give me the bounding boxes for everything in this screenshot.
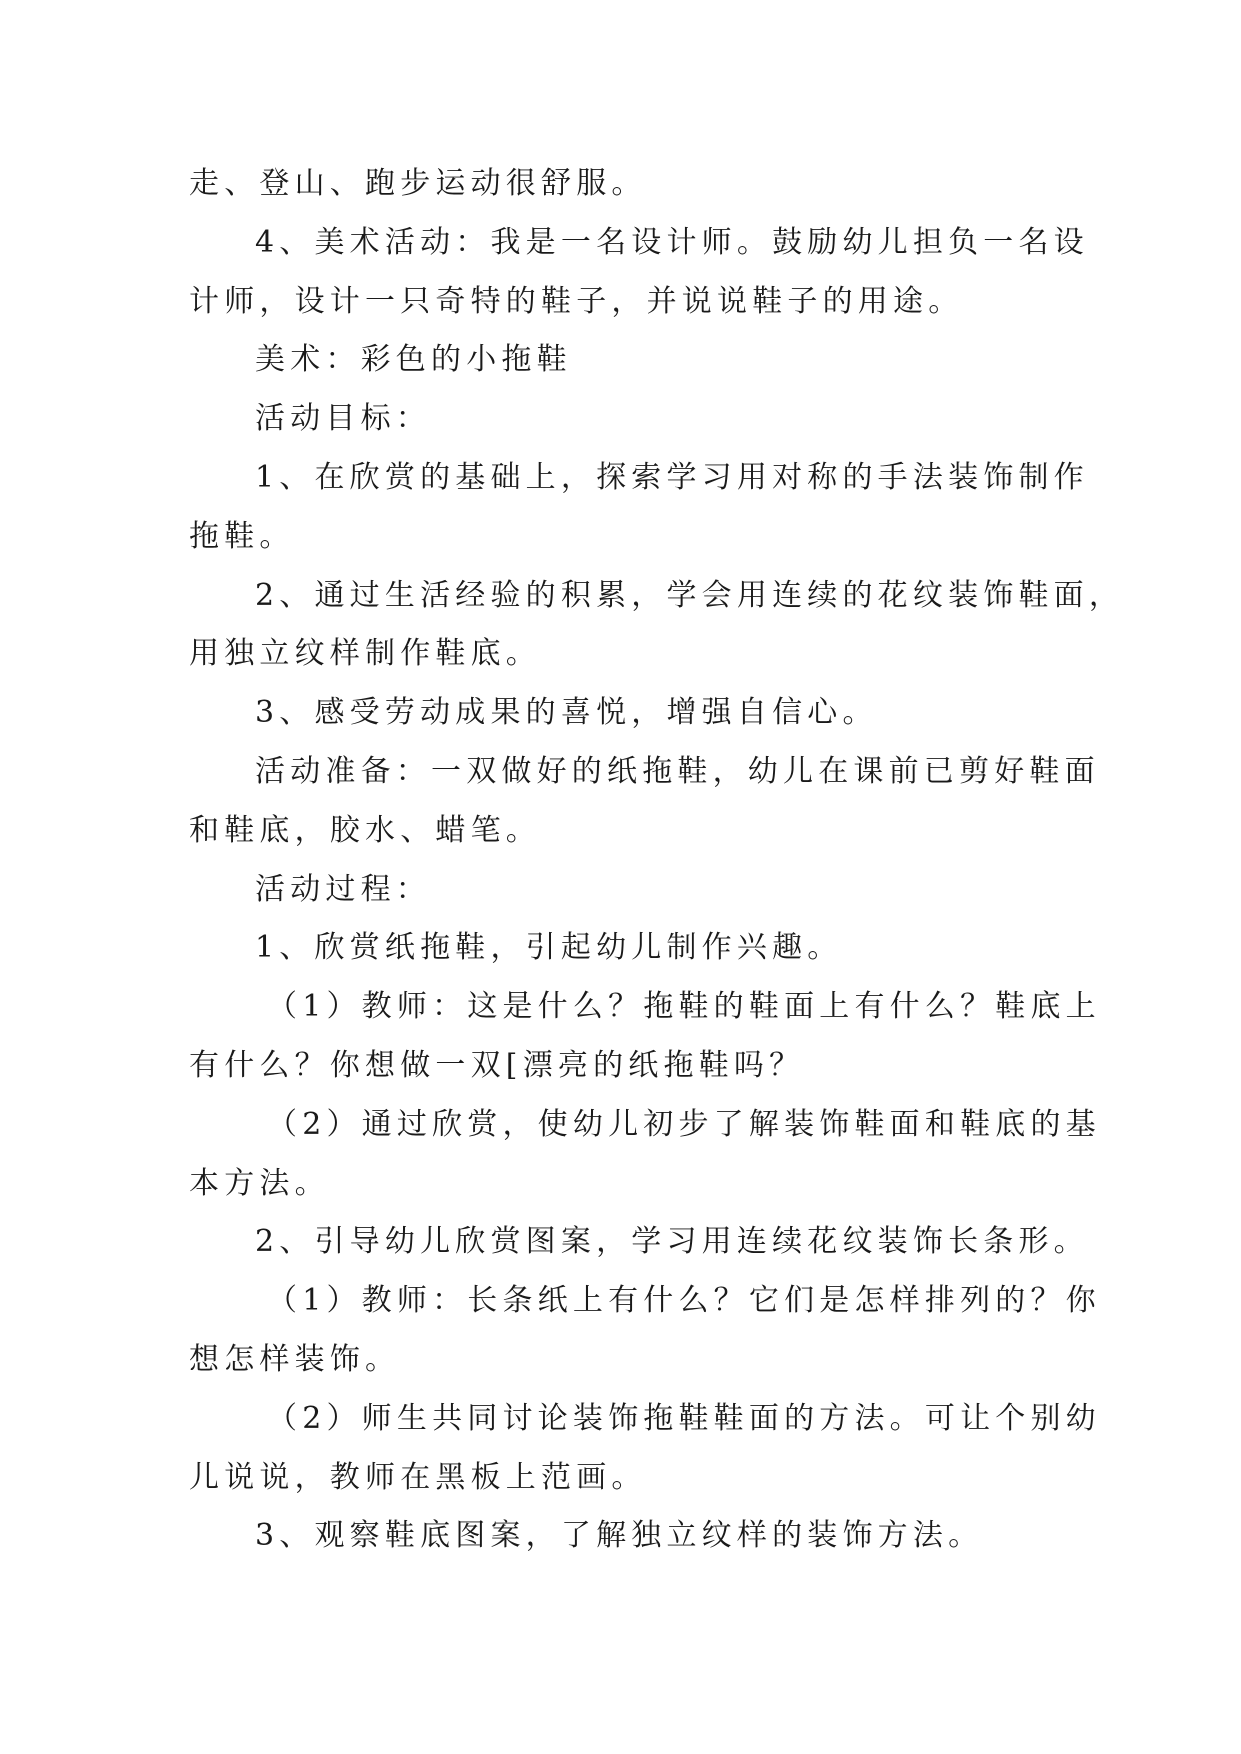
text-line: 活动目标： xyxy=(255,401,431,437)
text-line: （2）通过欣赏，使幼儿初步了解装饰鞋面和鞋底的基 xyxy=(267,1106,1101,1142)
text-line: 有什么？你想做一双[漂亮的纸拖鞋吗？ xyxy=(189,1047,805,1083)
text-line: 3、感受劳动成果的喜悦，增强自信心。 xyxy=(255,695,878,731)
text-line: （1）教师：长条纸上有什么？它们是怎样排列的？你 xyxy=(267,1283,1101,1319)
text-line: 和鞋底，胶水、蜡笔。 xyxy=(189,812,541,848)
text-line: 计师，设计一只奇特的鞋子，并说说鞋子的用途。 xyxy=(189,283,964,319)
text-line: 用独立纹样制作鞋底。 xyxy=(189,636,541,672)
text-line: 2、引导幼儿欣赏图案，学习用连续花纹装饰长条形。 xyxy=(255,1224,1089,1260)
document-body xyxy=(189,155,1125,1566)
text-line: 拖鞋。 xyxy=(189,518,295,554)
text-line: （1）教师：这是什么？拖鞋的鞋面上有什么？鞋底上 xyxy=(267,989,1101,1025)
text-line: 儿说说，教师在黑板上范画。 xyxy=(189,1459,647,1495)
text-line: 想怎样装饰。 xyxy=(189,1341,401,1377)
text-line: 活动准备：一双做好的纸拖鞋，幼儿在课前已剪好鞋面 xyxy=(255,753,1100,789)
text-line: 1、在欣赏的基础上，探索学习用对称的手法装饰制作 xyxy=(255,459,1089,495)
text-line: 美术：彩色的小拖鞋 xyxy=(255,342,572,378)
text-line: 3、观察鞋底图案，了解独立纹样的装饰方法。 xyxy=(255,1518,984,1554)
text-line: 活动过程： xyxy=(255,871,431,907)
text-line: 本方法。 xyxy=(189,1165,330,1201)
text-line: （2）师生共同讨论装饰拖鞋鞋面的方法。可让个别幼 xyxy=(267,1400,1101,1436)
text-line: 1、欣赏纸拖鞋，引起幼儿制作兴趣。 xyxy=(255,930,843,966)
text-line: 4、美术活动：我是一名设计师。鼓励幼儿担负一名设 xyxy=(255,224,1089,260)
text-line: 走、登山、跑步运动很舒服。 xyxy=(189,166,647,201)
text-line: 2、通过生活经验的积累，学会用连续的花纹装饰鞋面， xyxy=(255,577,1125,613)
